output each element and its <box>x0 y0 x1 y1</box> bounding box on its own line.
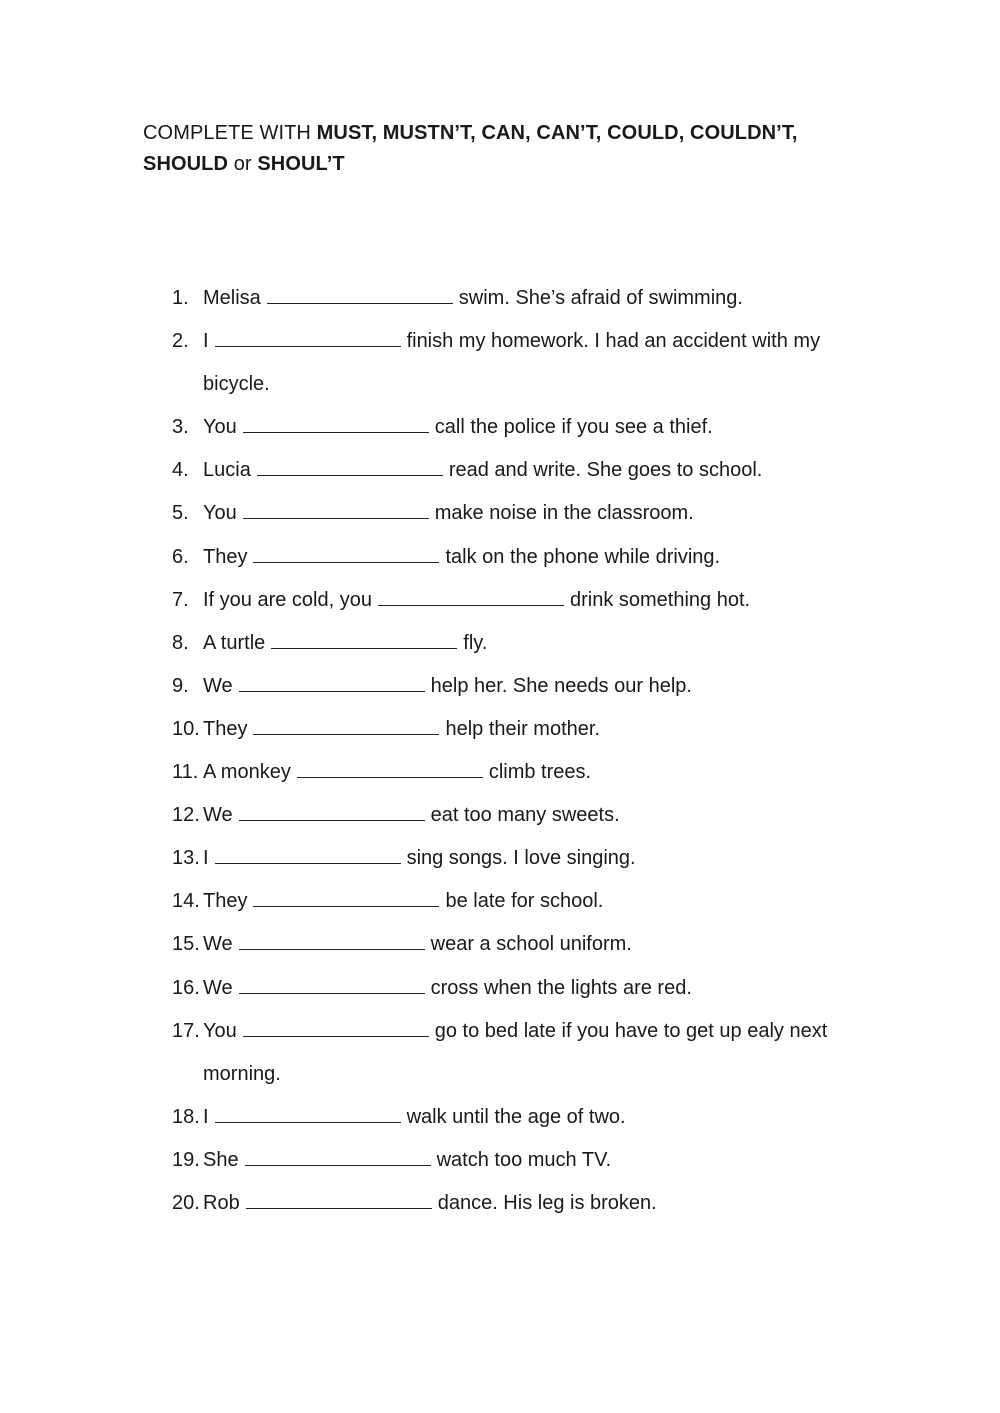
answer-blank[interactable] <box>297 759 483 778</box>
exercise-text-before: A monkey <box>203 761 291 784</box>
answer-blank[interactable] <box>239 975 425 994</box>
answer-blank[interactable] <box>253 716 439 735</box>
exercise-number: 6. <box>172 545 189 568</box>
exercise-number: 8. <box>172 631 189 654</box>
exercise-item <box>172 326 872 412</box>
heading-prefix: COMPLETE WITH <box>143 122 317 144</box>
answer-blank[interactable] <box>243 414 429 433</box>
heading-word-shoult: SHOUL’T <box>257 153 345 175</box>
exercise-item <box>172 1188 872 1231</box>
exercise-number: 3. <box>172 416 189 439</box>
exercise-text-before: We <box>203 804 233 827</box>
answer-blank[interactable] <box>245 1147 431 1166</box>
exercise-text-before: They <box>203 717 248 740</box>
exercise-list <box>172 283 872 1231</box>
instructions-heading <box>143 118 863 180</box>
exercise-text-after: help their mother. <box>445 717 600 740</box>
exercise-text-after: wear a school uniform. <box>430 933 632 956</box>
exercise-number: 15. <box>172 933 200 956</box>
exercise-text-after: climb trees. <box>488 761 592 784</box>
answer-blank[interactable] <box>246 1190 432 1209</box>
exercise-number: 2. <box>172 330 189 353</box>
exercise-text-after: finish my homework. I had an accident with my bicycle. <box>203 330 821 396</box>
answer-blank[interactable] <box>243 1018 429 1037</box>
exercise-text-after: fly. <box>463 631 488 654</box>
answer-blank[interactable] <box>215 845 401 864</box>
exercise-text-before: They <box>203 890 248 913</box>
exercise-text-after: drink something hot. <box>569 588 751 611</box>
heading-connector: or <box>228 153 258 175</box>
answer-blank[interactable] <box>215 1104 401 1123</box>
exercise-number: 20. <box>172 1191 200 1214</box>
answer-blank[interactable] <box>243 500 429 519</box>
exercise-text-after: make noise in the classroom. <box>434 502 694 525</box>
exercise-text-before: A turtle <box>203 631 266 654</box>
exercise-text-before: I <box>203 330 209 353</box>
exercise-item <box>172 1016 872 1102</box>
answer-blank[interactable] <box>271 630 457 649</box>
exercise-number: 14. <box>172 890 200 913</box>
exercise-text-after: talk on the phone while driving. <box>445 545 721 568</box>
exercise-text-before: You <box>203 1019 237 1042</box>
exercise-text-before: I <box>203 1105 209 1128</box>
exercise-text-after: go to bed late if you have to get up ealy next morning. <box>203 1019 828 1085</box>
exercise-text-after: sing songs. I love singing. <box>406 847 636 870</box>
exercise-number: 16. <box>172 976 200 999</box>
exercise-text-after: swim. She’s afraid of swimming. <box>458 287 743 309</box>
answer-blank[interactable] <box>239 673 425 692</box>
exercise-text-before: We <box>203 976 233 999</box>
exercise-text-after: read and write. She goes to school. <box>448 459 763 482</box>
exercise-text-after: watch too much TV. <box>436 1148 612 1171</box>
exercise-text-before: I <box>203 847 209 870</box>
exercise-text-before: She <box>203 1148 239 1171</box>
exercise-number: 11. <box>172 761 199 784</box>
exercise-number: 12. <box>172 804 200 827</box>
answer-blank[interactable] <box>253 888 439 907</box>
exercise-number: 13. <box>172 847 200 870</box>
answer-blank[interactable] <box>257 457 443 476</box>
answer-blank[interactable] <box>239 931 425 950</box>
answer-blank[interactable] <box>215 328 401 347</box>
exercise-text-after: cross when the lights are red. <box>430 976 692 999</box>
exercise-text-before: We <box>203 674 233 697</box>
exercise-text-before: You <box>203 502 237 525</box>
answer-blank[interactable] <box>253 544 439 563</box>
exercise-text-before: Lucia <box>203 459 251 482</box>
exercise-number: 9. <box>172 674 189 697</box>
exercise-number: 18. <box>172 1105 200 1128</box>
exercise-number: 19. <box>172 1148 200 1171</box>
exercise-text-after: eat too many sweets. <box>430 804 620 827</box>
exercise-text-before: You <box>203 416 237 439</box>
exercise-text-after: dance. His leg is broken. <box>437 1191 657 1214</box>
exercise-text-before: We <box>203 933 233 956</box>
exercise-text-before: They <box>203 545 248 568</box>
heading-word-should: SHOULD <box>143 153 229 175</box>
answer-blank[interactable] <box>239 802 425 821</box>
exercise-number: 10. <box>172 717 200 740</box>
exercise-text-before: If you are cold, you <box>203 588 372 611</box>
exercise-text-after: walk until the age of two. <box>406 1105 626 1128</box>
exercise-number: 4. <box>172 459 189 482</box>
answer-blank[interactable] <box>267 285 453 304</box>
exercise-number: 5. <box>172 502 189 525</box>
exercise-text-before: Rob <box>203 1191 240 1214</box>
exercise-text-before: Melisa <box>203 287 261 309</box>
exercise-number: 7. <box>172 588 189 611</box>
exercise-number: 1. <box>172 287 189 309</box>
heading-words-line1: MUST, MUSTN’T, CAN, CAN’T, COULD, COULDN’T, <box>316 122 798 144</box>
exercise-number: 17. <box>172 1019 200 1042</box>
exercise-text-after: call the police if you see a thief. <box>434 416 713 439</box>
exercise-text-after: be late for school. <box>445 890 604 913</box>
exercise-text-after: help her. She needs our help. <box>430 674 692 697</box>
answer-blank[interactable] <box>378 587 564 606</box>
